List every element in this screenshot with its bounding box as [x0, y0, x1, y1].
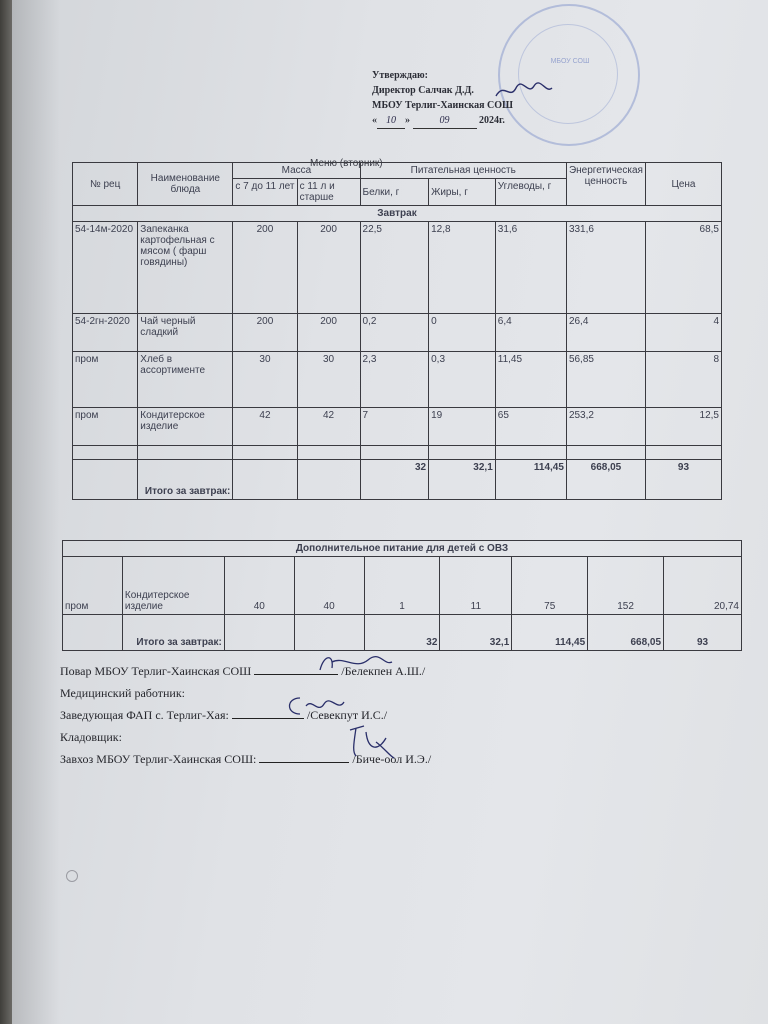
page-edge [0, 0, 12, 1024]
cell-price: 8 [645, 352, 721, 408]
stamp-inner-ring [518, 24, 618, 124]
fap-name: /Севекпут И.С./ [306, 708, 388, 722]
cell-rec: пром [73, 352, 138, 408]
cook-signature-scribble [316, 650, 396, 676]
cell-energy: 26,4 [566, 314, 645, 352]
date-year: 2024г. [479, 115, 505, 126]
empty-row [73, 446, 722, 460]
total-proteins: 32 [360, 460, 429, 500]
document-page [12, 0, 768, 1024]
extra-total-price: 93 [664, 615, 742, 651]
total-energy: 668,05 [566, 460, 645, 500]
table-row [73, 352, 722, 408]
extra-total-label: Итого за завтрак: [122, 615, 224, 651]
total-row [73, 460, 722, 500]
page-shadow [12, 0, 60, 1024]
extra-total-energy: 668,05 [588, 615, 664, 651]
extra-total-fats: 32,1 [440, 615, 512, 651]
cell-fats: 19 [429, 408, 496, 446]
cell-name: Чай черный сладкий [138, 314, 233, 352]
date-month: 09 [413, 113, 477, 129]
total-row [63, 615, 742, 651]
section-breakfast: Завтрак [73, 206, 722, 222]
header-name: Наименование блюда [138, 163, 233, 206]
paper-mark [66, 870, 78, 882]
cell-proteins: 7 [360, 408, 429, 446]
cell-mass-2: 42 [297, 408, 360, 446]
table-row [73, 408, 722, 446]
header-mass-11-older: с 11 л и старше [297, 179, 360, 206]
total-price: 93 [645, 460, 721, 500]
header-fats: Жиры, г [429, 179, 496, 206]
cell-fats: 11 [440, 557, 512, 615]
cell-name: Хлеб в ассортименте [138, 352, 233, 408]
cell-carbs: 31,6 [495, 222, 566, 314]
official-stamp [498, 4, 640, 146]
section-extra: Дополнительное питание для детей с ОВЗ [63, 541, 742, 557]
supply-name: /Биче-оол И.Э./ [352, 752, 432, 766]
extra-table [62, 540, 742, 651]
supply-signature-scribble [342, 722, 398, 762]
cell-fats: 12,8 [429, 222, 496, 314]
cell-proteins: 1 [364, 557, 440, 615]
cell-name: Кондитерское изделие [138, 408, 233, 446]
table-row [73, 222, 722, 314]
header-carbs: Углеводы, г [495, 179, 566, 206]
total-carbs: 114,45 [495, 460, 566, 500]
director-signature [494, 80, 554, 102]
header-mass: Масса [233, 163, 360, 179]
approval-date: « 10 » 09 2024г. [372, 113, 513, 129]
cell-mass-1: 200 [233, 314, 297, 352]
cell-rec: 54-2гн-2020 [73, 314, 138, 352]
stamp-text: МБОУ СОШ [550, 58, 590, 65]
cell-carbs: 75 [512, 557, 588, 615]
fap-signature-scribble [282, 692, 348, 720]
table-row [63, 557, 742, 615]
approve-label: Утверждаю: [372, 70, 428, 81]
cell-proteins: 2,3 [360, 352, 429, 408]
cell-mass-2: 200 [297, 314, 360, 352]
cell-name: Кондитерское изделие [122, 557, 224, 615]
cell-mass-1: 30 [233, 352, 297, 408]
cell-rec: пром [63, 557, 123, 615]
cell-name: Запеканка картофельная с мясом ( фарш говядины) [138, 222, 233, 314]
cell-energy: 152 [588, 557, 664, 615]
menu-title: Меню (вторник) [310, 158, 383, 169]
cell-carbs: 11,45 [495, 352, 566, 408]
header-nutrition: Питательная ценность [360, 163, 566, 179]
cell-fats: 0,3 [429, 352, 496, 408]
extra-total-carbs: 114,45 [512, 615, 588, 651]
cell-mass-1: 200 [233, 222, 297, 314]
header-price: Цена [645, 163, 721, 206]
header-proteins: Белки, г [360, 179, 429, 206]
cell-rec: пром [73, 408, 138, 446]
cell-mass-1: 42 [233, 408, 297, 446]
cell-fats: 0 [429, 314, 496, 352]
storekeeper-line: Кладовщик: [60, 730, 122, 744]
school-line: МБОУ Терлиг-Хаинская СОШ [372, 100, 514, 111]
cell-mass-2: 200 [297, 222, 360, 314]
cell-carbs: 6,4 [495, 314, 566, 352]
fap-label: Заведующая ФАП с. Терлиг-Хая: [60, 708, 229, 722]
supply-label: Завхоз МБОУ Терлиг-Хаинская СОШ: [60, 752, 257, 766]
total-fats: 32,1 [429, 460, 496, 500]
cell-rec: 54-14м-2020 [73, 222, 138, 314]
cell-mass-2: 30 [297, 352, 360, 408]
supply-signature [259, 750, 349, 763]
menu-table [72, 162, 722, 500]
medic-line: Медицинский работник: [60, 686, 185, 700]
total-label: Итого за завтрак: [138, 460, 233, 500]
approval-block [372, 68, 513, 129]
cell-mass-2: 40 [294, 557, 364, 615]
cell-carbs: 65 [495, 408, 566, 446]
cell-price: 4 [645, 314, 721, 352]
table-row [73, 314, 722, 352]
header-mass-7-11: с 7 до 11 лет [233, 179, 297, 206]
cell-proteins: 22,5 [360, 222, 429, 314]
cook-name: /Белекпен А.Ш./ [341, 664, 426, 678]
date-day: 10 [377, 113, 405, 129]
cell-energy: 253,2 [566, 408, 645, 446]
header-energy: Энергетическая ценность [566, 163, 645, 206]
cell-mass-1: 40 [224, 557, 294, 615]
director-line: Директор Салчак Д.Д. [372, 85, 474, 96]
header-rec: № рец [73, 163, 138, 206]
cell-price: 68,5 [645, 222, 721, 314]
extra-total-proteins: 32 [364, 615, 440, 651]
cell-price: 20,74 [664, 557, 742, 615]
cell-proteins: 0,2 [360, 314, 429, 352]
cook-label: Повар МБОУ Терлиг-Хаинская СОШ [60, 664, 252, 678]
cell-energy: 56,85 [566, 352, 645, 408]
cell-energy: 331,6 [566, 222, 645, 314]
cell-price: 12,5 [645, 408, 721, 446]
